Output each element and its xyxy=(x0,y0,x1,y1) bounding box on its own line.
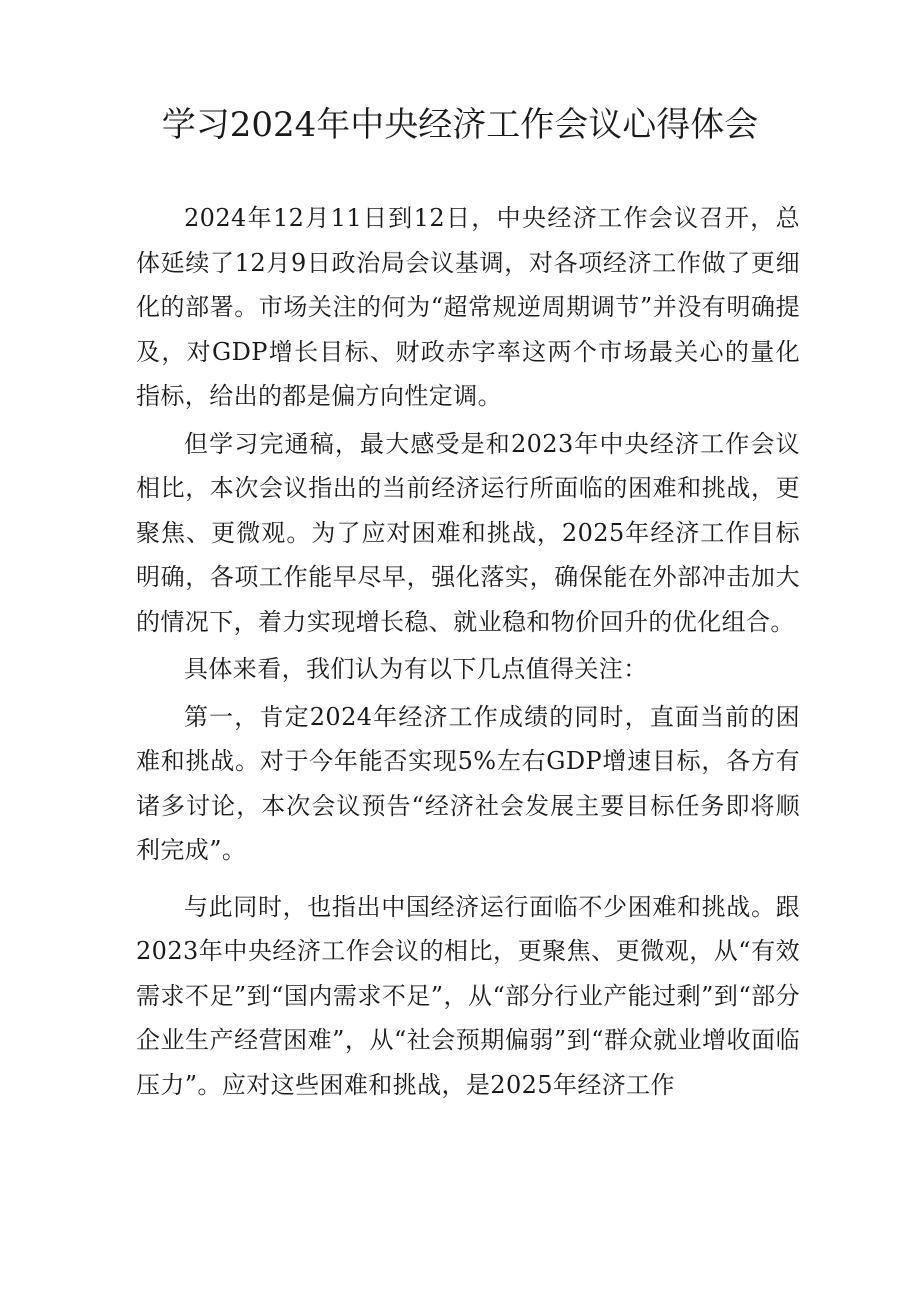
document-title: 学习2024年中央经济工作会议心得体会 xyxy=(161,105,759,145)
paragraph-4: 第一，肯定2024年经济工作成绩的同时，直面当前的困难和挑战。对于今年能否实现5%左右GDP增速目标，各方有诸多讨论，本次会议预告“经济社会发展主要目标任务即将顺利完成”。 xyxy=(136,702,800,864)
document-body xyxy=(136,196,800,1110)
paragraph-3: 具体来看，我们认为有以下几点值得关注： xyxy=(184,655,648,683)
paragraph-2: 但学习完通稿，最大感受是和2023年中央经济工作会议相比，本次会议指出的当前经济运行所面临的困难和挑战，更聚焦、更微观。为了应对困难和挑战，2025年经济工作目标明确，各项工作能早尽早，强化落实，确保能在外部冲击加大的情况下，着力实现增长稳、就业稳和物价回升的优化组合。 xyxy=(136,429,800,636)
paragraph-5: 与此同时，也指出中国经济运行面临不少困难和挑战。跟2023年中央经济工作会议的相比，更聚焦、更微观，从“有效需求不足”到“国内需求不足”，从“部分行业产能过剩”到“部分企业生产经营困难”，从“社会预期偏弱”到“群众就业增收面临压力”。应对这些困难和挑战，是2025年经济工作 xyxy=(136,892,800,1099)
paragraph-1: 2024年12月11日到12日，中央经济工作会议召开，总体延续了12月9日政治局会议基调，对各项经济工作做了更细化的部署。市场关注的何为“超常规逆周期调节”并没有明确提及，对GDP增长目标、财政赤字率这两个市场最关心的量化指标，给出的都是偏方向性定调。 xyxy=(136,204,800,410)
